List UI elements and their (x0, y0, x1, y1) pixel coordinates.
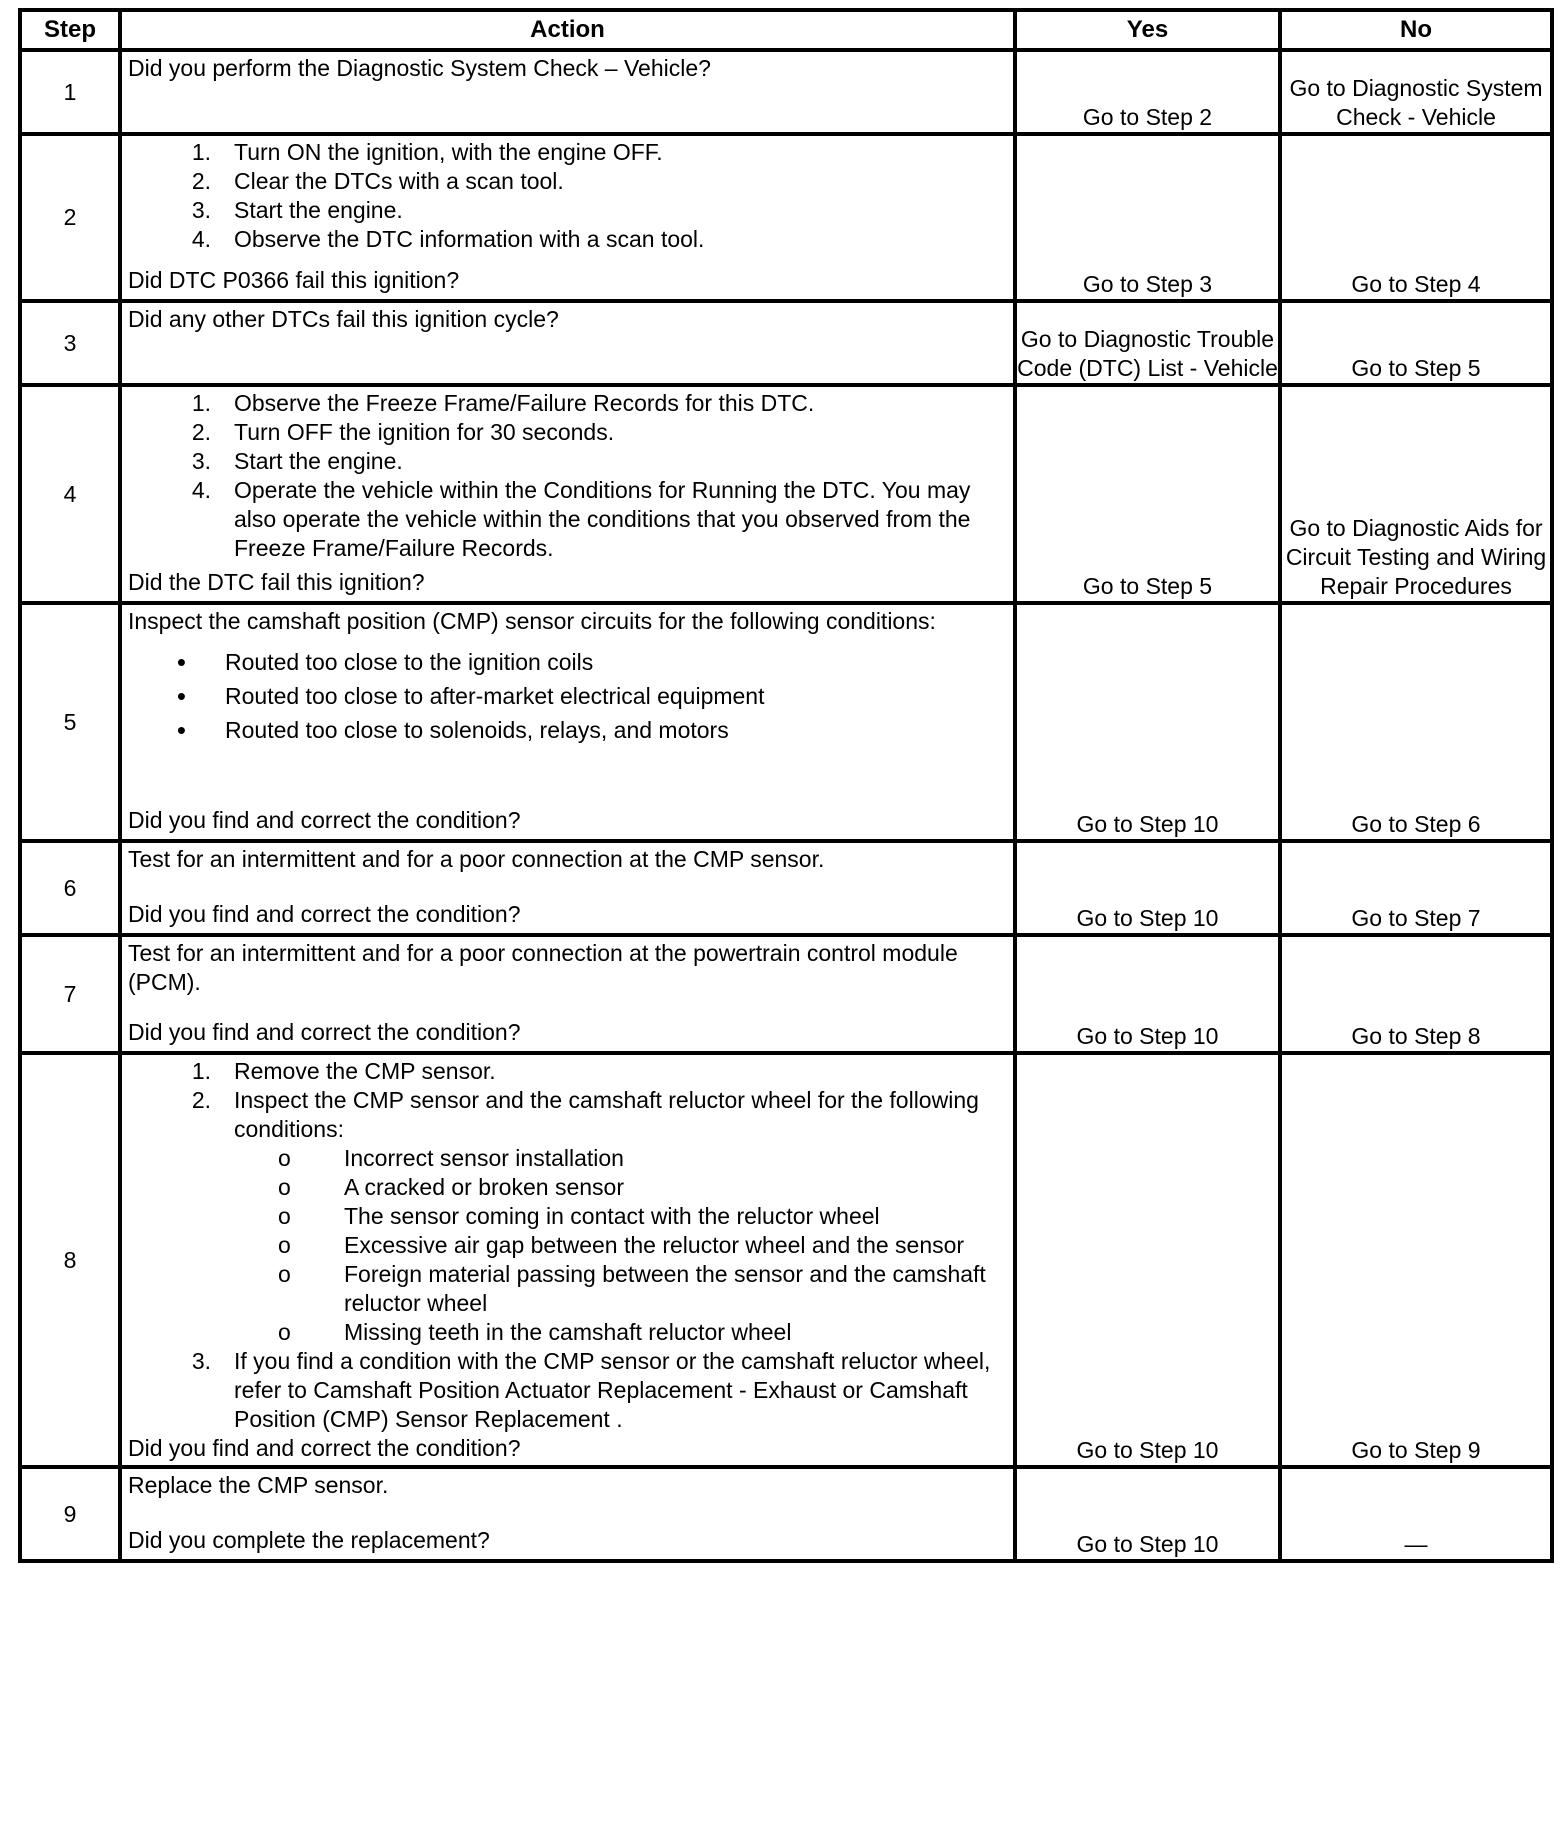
yes-result: Go to Step 10 (1015, 841, 1280, 935)
table-row (20, 935, 1552, 1053)
list-item: 2. Clear the DTCs with a scan tool. (191, 168, 564, 194)
yes-result: Go to Step 10 (1015, 603, 1280, 841)
action-text: Test for an intermittent and for a poor connection at the powertrain control module (PCM). (128, 940, 958, 995)
step-number: 3 (20, 301, 120, 385)
list-item: 3. If you find a condition with the CMP sensor or the camshaft reluctor wheel, refer to Camshaft Position Actuator Replacement - Exhaust or Camshaft Position (CMP) Sensor Replacement . (191, 1348, 991, 1432)
no-result: Go to Step 7 (1280, 841, 1552, 935)
yes-result: Go to Step 3 (1015, 134, 1280, 301)
no-result: — (1280, 1467, 1552, 1561)
yes-result: Go to Step 2 (1015, 50, 1280, 134)
list-item: • Routed too close to after-market electrical equipment (128, 680, 1007, 714)
step-number: 9 (20, 1467, 120, 1561)
list-item: o A cracked or broken sensor (278, 1174, 624, 1200)
list-item: 1. Turn ON the ignition, with the engine OFF. (191, 139, 663, 165)
no-result: Go to Diagnostic Aids for Circuit Testing and Wiring Repair Procedures (1280, 385, 1552, 603)
table-row (20, 385, 1552, 603)
table-row (20, 1467, 1552, 1561)
list-item: o The sensor coming in contact with the reluctor wheel (278, 1203, 880, 1229)
step-number: 5 (20, 603, 120, 841)
yes-result: Go to Step 10 (1015, 1053, 1280, 1467)
numbered-list (128, 389, 1007, 563)
list-item: 3. Start the engine. (191, 448, 403, 474)
action-cell (120, 841, 1015, 935)
list-item: o Missing teeth in the camshaft reluctor wheel (278, 1319, 792, 1345)
yes-result: Go to Step 5 (1015, 385, 1280, 603)
action-question: Did you find and correct the condition? (128, 1435, 521, 1461)
step-number: 7 (20, 935, 120, 1053)
action-question: Did you find and correct the condition? (128, 901, 521, 927)
action-text: Replace the CMP sensor. (128, 1472, 389, 1498)
no-result: Go to Diagnostic System Check - Vehicle (1280, 50, 1552, 134)
list-item: o Foreign material passing between the sensor and the camshaft reluctor wheel (278, 1261, 986, 1316)
numbered-list (128, 1057, 1007, 1434)
bullet-icon (128, 714, 186, 748)
action-question: Did you complete the replacement? (128, 1527, 490, 1553)
list-item: • Routed too close to the ignition coils (128, 646, 1007, 680)
action-question: Did DTC P0366 fail this ignition? (128, 267, 460, 293)
header-step: Step (20, 10, 120, 50)
list-item: 1. Remove the CMP sensor. (191, 1058, 496, 1084)
table-row (20, 841, 1552, 935)
action-question: Did the DTC fail this ignition? (128, 569, 425, 595)
list-item: 2. Inspect the CMP sensor and the camshaft reluctor wheel for the following conditions: o Incorrect sensor installation o A cracked or broken sensor o The sensor coming in contact with the reluctor wheel o Excessive air gap between the reluctor wheel and the sensor o Foreign material passing between the sensor and the camshaft reluctor wheel o Missing teeth in the camshaft reluctor wheel (128, 1086, 1007, 1347)
list-item: 4. Operate the vehicle within the Conditions for Running the DTC. You may also operate the vehicle within the conditions that you observed from the Freeze Frame/Failure Records. (191, 477, 971, 561)
table-row (20, 1053, 1552, 1467)
action-cell (120, 134, 1015, 301)
action-text: Test for an intermittent and for a poor connection at the CMP sensor. (128, 846, 825, 872)
action-question: Did you find and correct the condition? (128, 807, 521, 833)
list-item: 1. Observe the Freeze Frame/Failure Records for this DTC. (191, 390, 815, 416)
step-number: 6 (20, 841, 120, 935)
action-text: Did any other DTCs fail this ignition cycle? (128, 306, 559, 332)
action-cell (120, 301, 1015, 385)
action-cell (120, 935, 1015, 1053)
action-text: Inspect the camshaft position (CMP) sensor circuits for the following conditions: (128, 608, 936, 634)
step-number: 1 (20, 50, 120, 134)
no-result: Go to Step 6 (1280, 603, 1552, 841)
table-row (20, 134, 1552, 301)
table-row (20, 50, 1552, 134)
yes-result: Go to Diagnostic Trouble Code (DTC) List - Vehicle (1015, 301, 1280, 385)
action-cell (120, 385, 1015, 603)
list-item: 2. Turn OFF the ignition for 30 seconds. (191, 419, 615, 445)
action-question: Did you find and correct the condition? (128, 1019, 521, 1045)
no-result: Go to Step 4 (1280, 134, 1552, 301)
diagnostic-table (18, 8, 1554, 1563)
list-item: 4. Observe the DTC information with a scan tool. (191, 226, 705, 252)
list-item: • Routed too close to solenoids, relays, and motors (128, 714, 1007, 748)
step-number: 4 (20, 385, 120, 603)
no-result: Go to Step 9 (1280, 1053, 1552, 1467)
no-result: Go to Step 8 (1280, 935, 1552, 1053)
bullet-icon (128, 680, 186, 714)
header-no: No (1280, 10, 1552, 50)
header-action: Action (120, 10, 1015, 50)
table-row (20, 301, 1552, 385)
step-number: 2 (20, 134, 120, 301)
bullet-icon (128, 646, 186, 680)
action-cell (120, 1053, 1015, 1467)
bullet-list (128, 646, 1007, 748)
step-number: 8 (20, 1053, 120, 1467)
list-item: o Excessive air gap between the reluctor wheel and the sensor (278, 1232, 965, 1258)
numbered-list (128, 138, 1007, 254)
header-yes: Yes (1015, 10, 1280, 50)
action-text: Did you perform the Diagnostic System Check – Vehicle? (128, 55, 711, 81)
yes-result: Go to Step 10 (1015, 935, 1280, 1053)
table-row (20, 603, 1552, 841)
list-item: 3. Start the engine. (191, 197, 403, 223)
no-result: Go to Step 5 (1280, 301, 1552, 385)
sub-list (234, 1144, 1007, 1347)
action-cell (120, 1467, 1015, 1561)
action-cell (120, 50, 1015, 134)
header-row (20, 10, 1552, 50)
list-item: o Incorrect sensor installation (278, 1145, 624, 1171)
action-cell (120, 603, 1015, 841)
yes-result: Go to Step 10 (1015, 1467, 1280, 1561)
